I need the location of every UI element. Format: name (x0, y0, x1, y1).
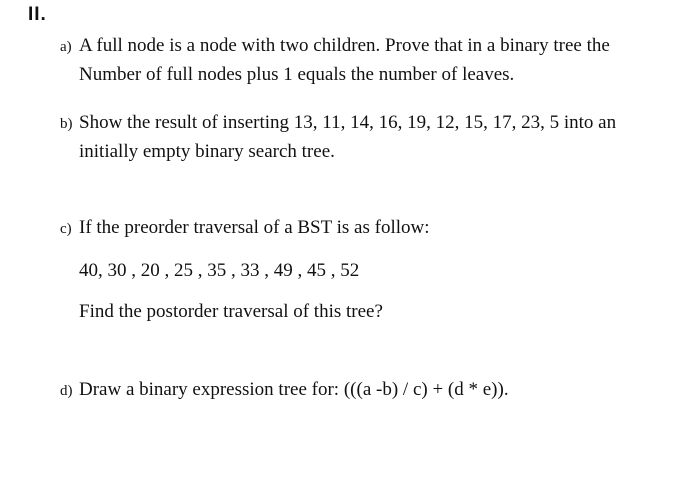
question-a-text-line1: A full node is a node with two children. Prove that in a binary tree the (79, 35, 610, 56)
question-d-text-line1: Draw a binary expression tree for: (((a -b) / c) + (d * e)). (79, 379, 509, 400)
question-d-first-line (60, 376, 509, 405)
question-c-first-line (60, 214, 430, 243)
section-heading: II. (28, 4, 47, 25)
question-c (60, 214, 430, 243)
question-a-letter: a) (60, 39, 72, 55)
question-c-text-line1: If the preorder traversal of a BST is as follow: (79, 217, 430, 238)
question-c-letter: c) (60, 221, 72, 237)
question-a-first-line (60, 32, 610, 61)
question-b-text-line1: Show the result of inserting 13, 11, 14, 16, 19, 12, 15, 17, 23, 5 into an (79, 112, 617, 133)
question-a (60, 32, 610, 89)
question-c-prompt: Find the postorder traversal of this tree? (79, 301, 383, 322)
question-d-letter: d) (60, 383, 73, 399)
question-b (60, 109, 616, 166)
question-a-text-line2: Number of full nodes plus 1 equals the number of leaves. (79, 64, 515, 85)
question-c-preorder-sequence: 40, 30 , 20 , 25 , 35 , 33 , 49 , 45 , 52 (79, 260, 360, 281)
question-b-letter: b) (60, 116, 73, 132)
question-b-text-line2: initially empty binary search tree. (79, 141, 335, 162)
question-b-first-line (60, 109, 616, 138)
question-d (60, 376, 509, 405)
